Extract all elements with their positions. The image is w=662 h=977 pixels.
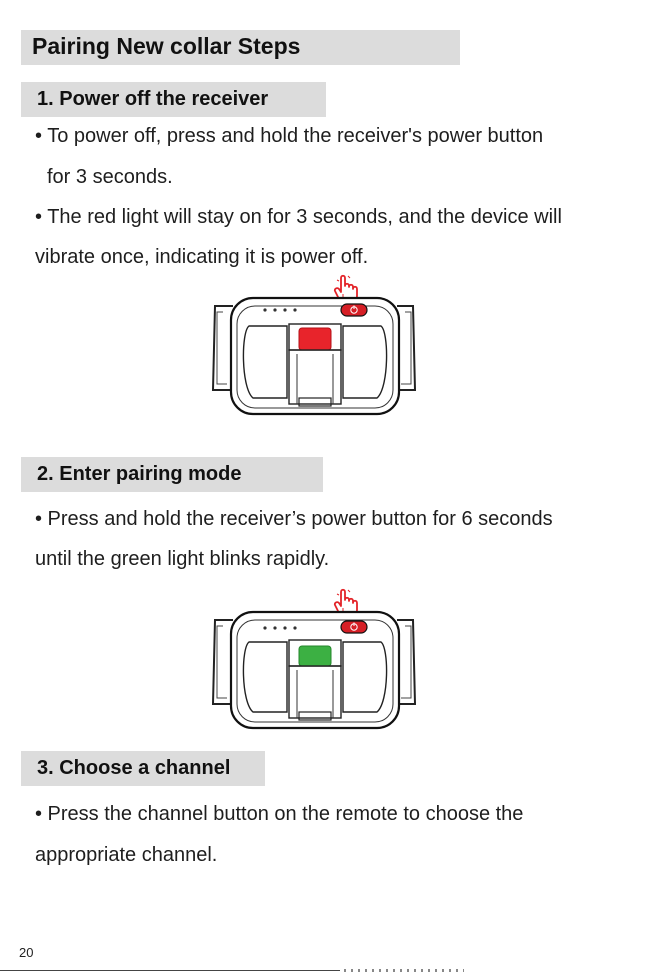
receiver-figure-red bbox=[205, 272, 425, 424]
power-icon bbox=[341, 621, 367, 633]
section-2-heading-bar bbox=[21, 457, 323, 492]
section-2-line-2: until the green light blinks rapidly. bbox=[35, 548, 330, 570]
section-3-line-1: • Press the channel button on the remote to choose the bbox=[35, 803, 524, 825]
power-icon bbox=[341, 304, 367, 316]
section-1-line-3: • The red light will stay on for 3 seconds, and the device will bbox=[35, 206, 562, 228]
section-2-line-1: • Press and hold the receiver’s power button for 6 seconds bbox=[35, 508, 553, 530]
section-3-heading-bar bbox=[21, 751, 265, 786]
page-title-banner bbox=[21, 30, 460, 65]
status-light-green bbox=[299, 646, 331, 666]
footer-rule bbox=[0, 970, 340, 971]
section-3-heading: 3. Choose a channel bbox=[37, 757, 231, 779]
section-1-line-1: • To power off, press and hold the receiver's power button bbox=[35, 125, 544, 147]
page-number: 20 bbox=[19, 945, 34, 960]
section-1-line-4: vibrate once, indicating it is power off. bbox=[35, 246, 369, 268]
section-1-heading-bar bbox=[21, 82, 326, 117]
footer-dots bbox=[344, 969, 464, 972]
section-1-heading: 1. Power off the receiver bbox=[37, 88, 269, 110]
status-light-red bbox=[299, 328, 331, 350]
section-1-line-2: for 3 seconds. bbox=[47, 166, 173, 188]
receiver-figure-green bbox=[205, 586, 425, 738]
section-2-heading: 2. Enter pairing mode bbox=[37, 463, 242, 485]
section-3-line-2: appropriate channel. bbox=[35, 844, 218, 866]
page-title: Pairing New collar Steps bbox=[32, 33, 301, 59]
